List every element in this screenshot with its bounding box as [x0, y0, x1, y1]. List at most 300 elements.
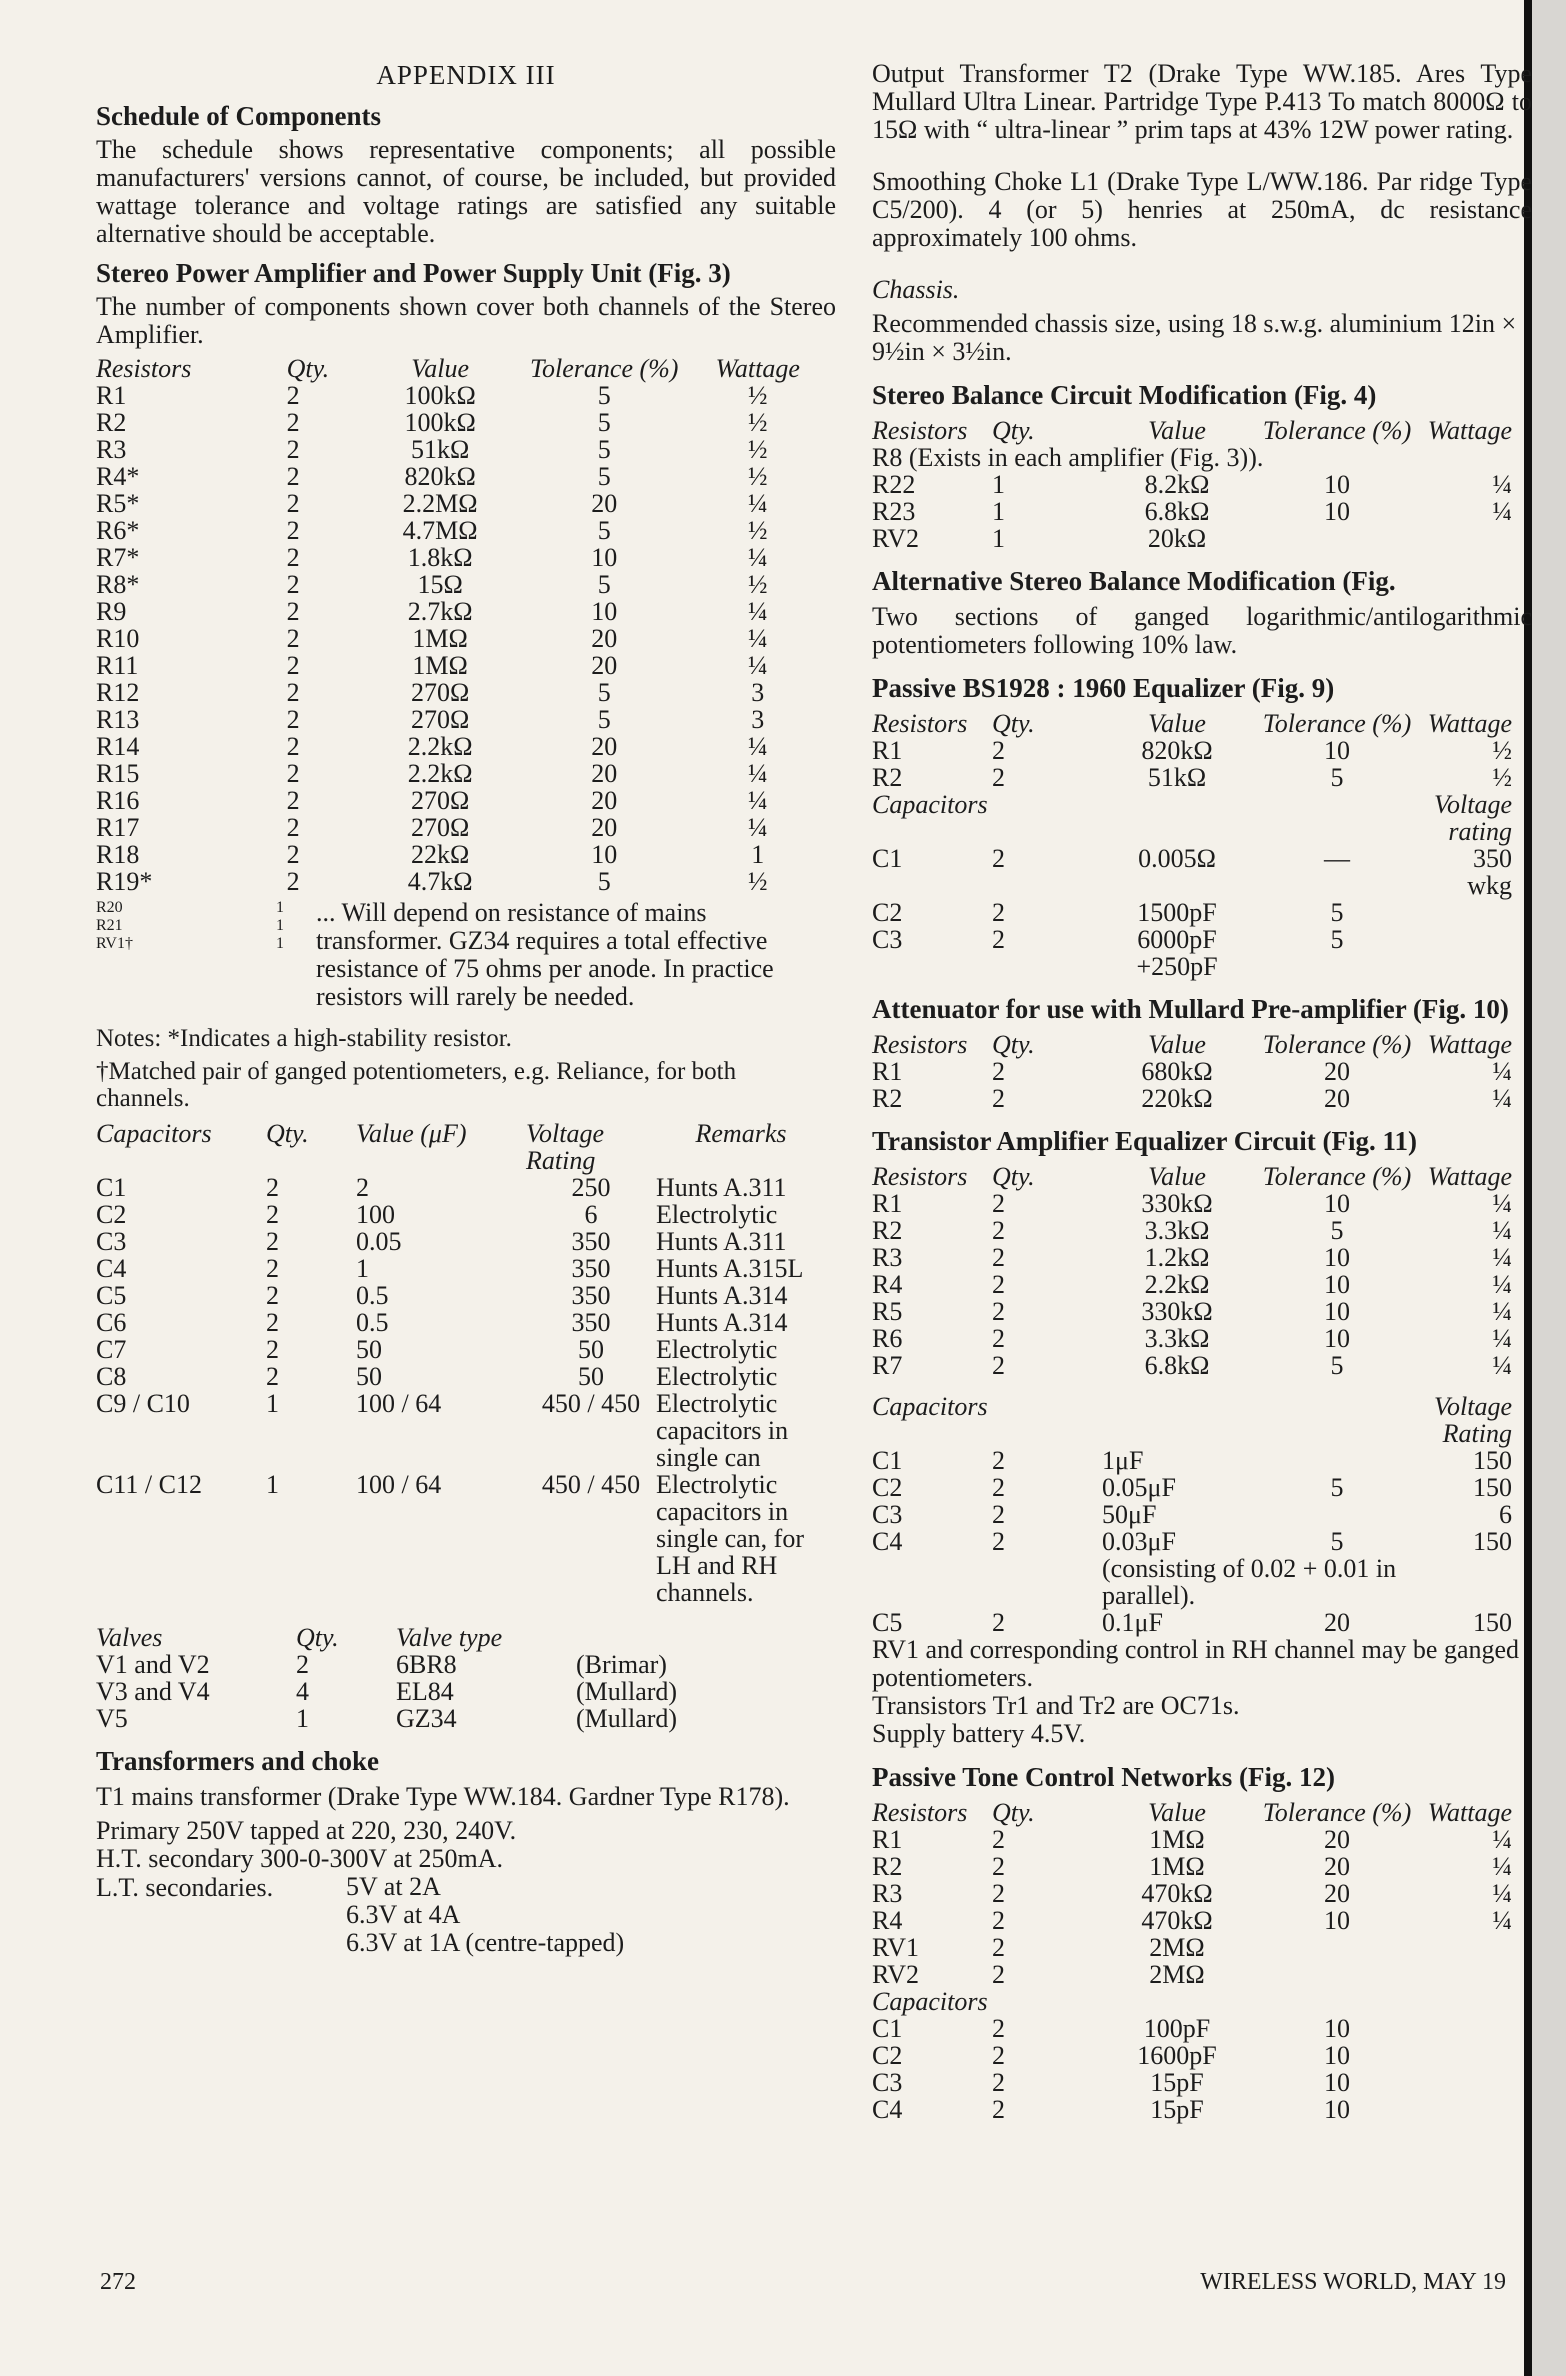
cell: 10 [1324, 1297, 1350, 1326]
capacitor-row [96, 1201, 826, 1228]
cell: 470kΩ [1141, 1879, 1213, 1908]
tr-cap-row [872, 1474, 1512, 1501]
balance-note: R8 (Exists in each amplifier (Fig. 3)). [872, 443, 1264, 472]
cell: ½ [748, 570, 768, 599]
tr-res-row [872, 1190, 1512, 1217]
tr-cap-row [872, 1528, 1512, 1555]
cell: 1.8kΩ [407, 543, 473, 572]
resistor-row [96, 571, 816, 598]
resistor-row [96, 598, 816, 625]
cell: 20 [591, 813, 618, 842]
cell: Electrolytic [656, 1335, 778, 1364]
col-qty: Qty. [296, 1623, 339, 1652]
cell: 1 [751, 840, 765, 869]
tr-res-rows [872, 1190, 1512, 1379]
cell: C1 [872, 1446, 903, 1475]
cell: 2 [286, 435, 300, 464]
balance-row [872, 498, 1512, 525]
cell: C1 [872, 2014, 903, 2043]
left-column [96, 60, 836, 1957]
cell: 2 [992, 1324, 1005, 1353]
cell: 10 [591, 543, 618, 572]
cell: 2 [992, 736, 1005, 765]
cell: 2.2MΩ [402, 489, 478, 518]
cell: R23 [872, 497, 916, 526]
cell: ¼ [748, 489, 768, 518]
cell: 2 [992, 1189, 1005, 1218]
resistor-row [96, 760, 816, 787]
cell: 2 [286, 732, 300, 761]
col-value: Value [1148, 416, 1206, 445]
cell: C1 [872, 844, 903, 873]
lt-value: 5V at 2A [346, 1872, 441, 1901]
cell: ¼ [1492, 1084, 1512, 1113]
cell: 1 [356, 1254, 369, 1283]
cell: 3.3kΩ [1144, 1324, 1210, 1353]
cell: ¼ [1492, 1270, 1512, 1299]
cell: 50 [356, 1335, 382, 1364]
tr-heading: Transistor Amplifier Equalizer Circuit (Fig. 11) [872, 1126, 1417, 1156]
cell: 2 [286, 786, 300, 815]
cell: 3 [751, 678, 765, 707]
cell: 2 [992, 1216, 1005, 1245]
cell: 100 [356, 1200, 395, 1229]
cell: 2 [286, 543, 300, 572]
cell: R2 [872, 1084, 903, 1113]
cell: 5 [597, 462, 611, 491]
cell: 2 [992, 1297, 1005, 1326]
cell: 5 [597, 381, 611, 410]
t1-line: T1 mains transformer (Drake Type WW.184. Gardner Type R178). [96, 1782, 790, 1811]
att-heading: Attenuator for use with Mullard Pre-amplifier (Fig. 10) [872, 994, 1509, 1024]
schedule-heading: Schedule of Components [96, 101, 382, 131]
cell: R7 [872, 1351, 903, 1380]
capacitor-row [96, 1336, 826, 1363]
cell: R7* [96, 543, 140, 572]
cell: 6.8kΩ [1144, 497, 1210, 526]
cell: 20 [591, 651, 618, 680]
col-tolerance: Tolerance (%) [1262, 1162, 1412, 1191]
cell: 10 [1324, 2068, 1350, 2097]
cell: 2 [992, 763, 1005, 792]
bs-cap-label: Capacitors [872, 790, 988, 819]
cell: ¼ [1492, 1906, 1512, 1935]
cell: ¼ [1492, 1243, 1512, 1272]
lt-value: 6.3V at 1A (centre-tapped) [346, 1928, 625, 1957]
page-edge [1532, 0, 1566, 2376]
cell: 2 [266, 1362, 279, 1391]
primary-line: Primary 250V tapped at 220, 230, 240V. [96, 1816, 517, 1845]
cell: C2 [96, 1200, 127, 1229]
cell: 20 [1324, 1084, 1350, 1113]
capacitor-rows [96, 1174, 826, 1606]
cell: 2.7kΩ [407, 597, 473, 626]
cell: ¼ [748, 732, 768, 761]
cell: 2 [286, 597, 300, 626]
cell: 150 [1473, 1446, 1512, 1475]
cell: 150 [1473, 1608, 1512, 1637]
cell: ¼ [748, 813, 768, 842]
cell: R6 [872, 1324, 903, 1353]
cell: Hunts A.314 [656, 1308, 788, 1337]
ptc-header [872, 1799, 1512, 1826]
cell: RV1 [872, 1933, 920, 1962]
att-rows [872, 1058, 1512, 1112]
col-qty: Qty. [992, 1798, 1035, 1827]
cell: — [1324, 844, 1350, 873]
bs-res-row [872, 737, 1512, 764]
cell: Hunts A.315L [656, 1254, 804, 1283]
cell [1422, 899, 1512, 926]
tr-res-row [872, 1271, 1512, 1298]
cell: 330kΩ [1141, 1297, 1213, 1326]
cell: R3 [872, 1879, 903, 1908]
capacitor-table-header [96, 1120, 826, 1174]
cell: 2 [286, 462, 300, 491]
cell: 6.8kΩ [1144, 1351, 1210, 1380]
transformers-heading: Transformers and choke [96, 1746, 379, 1776]
tr-c4-note: (consisting of 0.02 + 0.01 in parallel). [1102, 1554, 1397, 1610]
resistor-row [96, 706, 816, 733]
notes-high-stability: Notes: *Indicates a high-stability resistor. [96, 1025, 512, 1052]
cell: 100pF [1143, 2014, 1211, 2043]
cell: 270Ω [410, 678, 470, 707]
cell: 2 [356, 1173, 369, 1202]
tr-cap-row [872, 1447, 1512, 1474]
ptc-cap-rows [872, 2015, 1512, 2123]
col-value: Value (μF) [356, 1119, 467, 1148]
cell: 1MΩ [1149, 1852, 1205, 1881]
cell [1422, 1961, 1512, 1988]
resistor-row [96, 490, 816, 517]
valve-rows [96, 1651, 736, 1732]
cell: 15pF [1150, 2068, 1204, 2097]
cell: 2 [992, 1906, 1005, 1935]
bs-cap-row [872, 926, 1512, 980]
cell: 2 [286, 651, 300, 680]
special-note: ... Will depend on resistance of mains transformer. GZ34 requires a total effective resistance of 75 ohms per anode. In practice resistors will rarely be needed. [316, 898, 774, 1011]
bs-header [872, 710, 1512, 737]
cell: 2 [992, 1270, 1005, 1299]
cell: R16 [96, 786, 140, 815]
cell: 10 [1324, 2095, 1350, 2124]
cell: C11 / C12 [96, 1470, 202, 1499]
lt-values [346, 1873, 624, 1957]
col-value: Value [1148, 1798, 1206, 1827]
valve-row [96, 1705, 736, 1732]
balance-heading: Stereo Balance Circuit Modification (Fig. 4) [872, 380, 1377, 410]
cell: 10 [1324, 1189, 1350, 1218]
capacitor-table [96, 1120, 826, 1606]
balance-rows [872, 471, 1512, 552]
capacitor-row [96, 1363, 826, 1390]
cell: ¼ [1492, 1297, 1512, 1326]
cell: 5 [1330, 763, 1344, 792]
cell: 2 [992, 1527, 1005, 1556]
resistor-row [96, 436, 816, 463]
ptc-table [872, 1799, 1512, 2123]
bs-res-row [872, 764, 1512, 791]
cell: R17 [96, 813, 140, 842]
ptc-heading: Passive Tone Control Networks (Fig. 12) [872, 1762, 1335, 1792]
valve-table [96, 1624, 736, 1732]
col-tolerance: Tolerance (%) [1262, 1030, 1412, 1059]
valve-row [96, 1651, 736, 1678]
cell: 6BR8 [396, 1650, 457, 1679]
cell: 20 [1324, 1608, 1350, 1637]
cell: 20 [1324, 1825, 1350, 1854]
cell: V5 [96, 1704, 128, 1733]
cell: R4* [96, 462, 140, 491]
cell: C2 [872, 2041, 903, 2070]
cell: 820kΩ [1141, 736, 1213, 765]
cell: ¼ [1492, 1189, 1512, 1218]
ht-line: H.T. secondary 300-0-300V at 250mA. [96, 1844, 504, 1873]
cell: 20kΩ [1147, 524, 1207, 553]
special-label: RV1† [96, 935, 133, 952]
tr-table [872, 1163, 1512, 1636]
cell: (Brimar) [576, 1650, 667, 1679]
cell: 5 [597, 435, 611, 464]
cell: 2 [992, 1351, 1005, 1380]
cell: 350 [571, 1308, 611, 1337]
cell: R3 [96, 435, 127, 464]
cell: 51kΩ [1147, 763, 1207, 792]
cell: 4.7kΩ [407, 867, 473, 896]
cell: 2 [296, 1650, 309, 1679]
cell: 1MΩ [412, 624, 468, 653]
capacitor-row [96, 1471, 826, 1606]
cell: 2 [992, 1057, 1005, 1086]
ptc-res-rows [872, 1826, 1512, 1988]
resistor-row [96, 868, 816, 895]
tr-res-row [872, 1325, 1512, 1352]
cell: 1 [992, 470, 1005, 499]
col-maker [576, 1624, 736, 1651]
resistor-row [96, 517, 816, 544]
cell: EL84 [396, 1677, 454, 1706]
cell: 1μF [1102, 1446, 1144, 1475]
cell: 100 / 64 [356, 1389, 442, 1418]
valve-row [96, 1678, 736, 1705]
col-voltage: Voltage Rating [526, 1119, 604, 1175]
col-qty: Qty. [992, 1030, 1035, 1059]
cell: C5 [96, 1281, 127, 1310]
col-value: Value [1148, 1162, 1206, 1191]
cell: 2 [992, 1608, 1005, 1637]
cell: C4 [872, 1527, 903, 1556]
cell: 20 [1324, 1057, 1350, 1086]
output-transformer: Output Transformer T2 (Drake Type WW.185. Ares Type Mullard Ultra Linear. Partridge Type P.413 To match 8000Ω to 15Ω with “ ultra-linear ” prim taps at 43% 12W power rating. [872, 59, 1532, 144]
special-label: R21 [96, 917, 123, 934]
ptc-res-row [872, 1934, 1512, 1961]
cell: R1 [872, 1057, 903, 1086]
chassis-text: Recommended chassis size, using 18 s.w.g. aluminium 12in × 9½in × 3½in. [872, 309, 1517, 366]
lt-label: L.T. secondaries. [96, 1873, 274, 1902]
cell: 2 [266, 1335, 279, 1364]
special-resistors [96, 899, 836, 1017]
cell: 5 [1330, 1473, 1344, 1502]
alt-heading: Alternative Stereo Balance Modification (Fig. [872, 566, 1396, 596]
cell: R11 [96, 651, 139, 680]
cell: R4 [872, 1906, 903, 1935]
resistor-row [96, 409, 816, 436]
cell: ¼ [748, 759, 768, 788]
bs-table [872, 710, 1512, 980]
cell: C9 / C10 [96, 1389, 190, 1418]
cell: R12 [96, 678, 140, 707]
cell [1252, 1961, 1422, 1988]
cell: R2 [872, 763, 903, 792]
resistor-table-header [96, 355, 816, 382]
cell: 2 [286, 705, 300, 734]
cell: R2 [872, 1852, 903, 1881]
cell: R14 [96, 732, 140, 761]
cell: R2 [872, 1216, 903, 1245]
cell: 2 [992, 1500, 1005, 1529]
cell: 2.2kΩ [1144, 1270, 1210, 1299]
ptc-cap-label: Capacitors [872, 1987, 988, 2016]
cell: 5 [597, 705, 611, 734]
cell: C3 [872, 925, 903, 954]
cell: ¼ [748, 786, 768, 815]
special-qty-value: 1 [276, 899, 284, 916]
bs-cap-row [872, 845, 1512, 899]
att-header [872, 1031, 1512, 1058]
cell: C3 [872, 2068, 903, 2097]
ptc-cap-row [872, 2096, 1512, 2123]
cell: ¼ [1492, 1879, 1512, 1908]
cell: ¼ [1492, 1324, 1512, 1353]
cell: 150 [1473, 1527, 1512, 1556]
cell: 4.7MΩ [402, 516, 478, 545]
smoothing-choke: Smoothing Choke L1 (Drake Type L/WW.186. Par ridge Type C5/200). 4 (or 5) henries at 250mA, dc resistance approximately 100 ohms. [872, 167, 1532, 252]
cell: Electrolytic [656, 1200, 778, 1229]
cell: 2 [286, 678, 300, 707]
cell: ¼ [748, 624, 768, 653]
cell: 22kΩ [410, 840, 470, 869]
cell: 8.2kΩ [1144, 470, 1210, 499]
col-resistors: Resistors [96, 354, 192, 383]
bs-vr-label: Voltage rating [1434, 790, 1512, 846]
cell: 5 [1330, 898, 1344, 927]
cell: Hunts A.311 [656, 1173, 787, 1202]
cell: R1 [872, 1825, 903, 1854]
resistor-row [96, 544, 816, 571]
cell: 2 [286, 408, 300, 437]
cell: 2 [266, 1173, 279, 1202]
appendix-title: APPENDIX III [376, 60, 556, 90]
special-label: R20 [96, 899, 123, 916]
cell: 1 [992, 524, 1005, 553]
cell: 2 [992, 1879, 1005, 1908]
cell: C8 [96, 1362, 127, 1391]
resistor-row [96, 382, 816, 409]
resistor-row [96, 733, 816, 760]
ptc-res-row [872, 1961, 1512, 1988]
cell: 2 [266, 1308, 279, 1337]
cell: 330kΩ [1141, 1189, 1213, 1218]
cell: 2 [266, 1254, 279, 1283]
cell: RV2 [872, 524, 920, 553]
cell: C5 [872, 1608, 903, 1637]
amp-heading: Stereo Power Amplifier and Power Supply Unit (Fig. 3) [96, 258, 731, 288]
cell: 250 [571, 1173, 611, 1202]
resistor-row [96, 652, 816, 679]
cell: 2.2kΩ [407, 732, 473, 761]
cell: 20 [1324, 1879, 1350, 1908]
cell: 2 [992, 844, 1005, 873]
cell: ½ [748, 381, 768, 410]
tr-battery: Supply battery 4.5V. [872, 1719, 1086, 1748]
col-resistors: Resistors [872, 1798, 968, 1827]
cell: GZ34 [396, 1704, 457, 1733]
cell: 470kΩ [1141, 1906, 1213, 1935]
cell [1422, 926, 1512, 980]
resistor-row [96, 679, 816, 706]
cell: ¼ [748, 597, 768, 626]
cell: 150 [1473, 1473, 1512, 1502]
cell: 0.5 [356, 1308, 389, 1337]
cell: 5 [1330, 1216, 1344, 1245]
col-wattage: Wattage [1427, 416, 1512, 445]
att-row [872, 1085, 1512, 1112]
cell: 1MΩ [412, 651, 468, 680]
cell: ¼ [1492, 1825, 1512, 1854]
cell: 20 [1324, 1852, 1350, 1881]
ptc-cap-row [872, 2015, 1512, 2042]
right-column [872, 60, 1532, 2123]
cell: 1MΩ [1149, 1825, 1205, 1854]
cell: ¼ [1492, 1216, 1512, 1245]
cell: 1 [266, 1470, 279, 1499]
cell: ¼ [1492, 1852, 1512, 1881]
cell: R3 [872, 1243, 903, 1272]
resistor-rows [96, 382, 816, 895]
cell: 10 [1324, 1324, 1350, 1353]
col-resistors: Resistors [872, 1030, 968, 1059]
cell: ½ [748, 408, 768, 437]
cell: 270Ω [410, 786, 470, 815]
cell: 1 [296, 1704, 309, 1733]
cell: 15pF [1150, 2095, 1204, 2124]
col-qty: Qty. [286, 354, 330, 383]
cell: C6 [96, 1308, 127, 1337]
ptc-res-row [872, 1907, 1512, 1934]
page-number: 272 [100, 2269, 136, 2295]
cell: 2 [286, 840, 300, 869]
tr-cap-row [872, 1501, 1512, 1528]
cell: 2 [992, 2014, 1005, 2043]
att-table [872, 1031, 1512, 1112]
cell: C2 [872, 898, 903, 927]
cell: 10 [1324, 1270, 1350, 1299]
special-qty-value: 1 [276, 935, 284, 952]
cell: 4 [296, 1677, 309, 1706]
cell: 100kΩ [404, 381, 476, 410]
col-wattage: Wattage [1427, 1030, 1512, 1059]
bs-heading: Passive BS1928 : 1960 Equalizer (Fig. 9) [872, 673, 1335, 703]
cell: 6000pF +250pF [1136, 925, 1218, 981]
col-valves: Valves [96, 1623, 163, 1652]
cell: 2 [992, 2041, 1005, 2070]
cell: R10 [96, 624, 140, 653]
cell: 5 [1330, 925, 1344, 954]
col-wattage: Wattage [1427, 1798, 1512, 1827]
tr-res-row [872, 1217, 1512, 1244]
cell [1252, 1447, 1422, 1474]
cell: 10 [1324, 470, 1350, 499]
